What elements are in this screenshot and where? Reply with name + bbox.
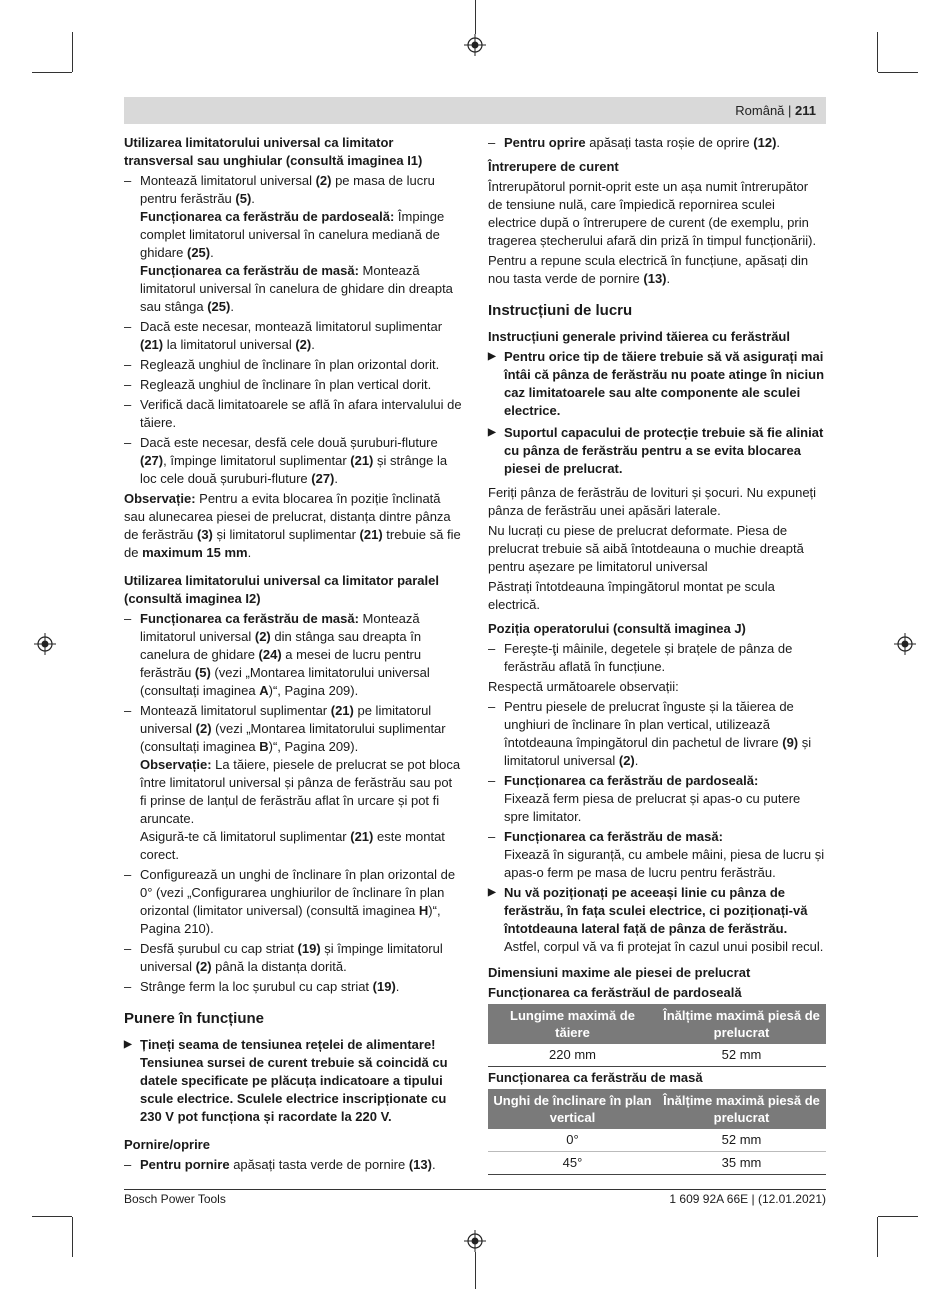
list-item: – Funcționarea ca ferăstrău de pardoseală: Fixează ferm piesa de prelucrat și apas-o cu putere spre limitator. — [488, 773, 801, 824]
section-title: Pornire/oprire — [124, 1137, 210, 1152]
list-item: – Pentru piesele de prelucrat înguste și la tăierea de unghiuri de înclinare în plan vertical, utilizează întotdeauna împingătorul din pachetul de livrare (9) și limitatorul universal (2). — [488, 699, 812, 768]
table-cell: 220 mm — [488, 1044, 657, 1067]
table-cell: 52 mm — [657, 1044, 826, 1067]
paragraph: Nu lucrați cu piese de prelucrat deformate. Piesa de prelucrat trebuie să aibă întotdeauna o muchie dreaptă pentru așezare pe limitatorul universal — [488, 523, 804, 574]
crop-mark — [877, 32, 878, 72]
warning-item: ▶ Pentru orice tip de tăiere trebuie să vă asigurați mai întâi că pânza de ferăstrău nu poate atinge în niciun caz limitatoarele sau alte componente ale sculei electrice. — [488, 349, 825, 418]
table-header: Lungime maximă de tăiere — [488, 1004, 657, 1044]
floor-saw-table — [488, 1004, 826, 1067]
table-saw-table — [488, 1089, 826, 1175]
section-title: Utilizarea limitatorului universal ca limitator transversal sau unghiular (consultă imaginea I1) — [124, 135, 423, 168]
table-header: Unghi de înclinare în plan vertical — [488, 1089, 657, 1129]
list-item: – Fereşte-ţi mâinile, degetele și brațele de pânza de ferăstrău aflată în funcțiune. — [488, 641, 793, 674]
paragraph: Respectă următoarele observații: — [488, 679, 679, 694]
table-header: Înălțime maximă piesă de prelucrat — [657, 1004, 826, 1044]
crop-mark — [878, 1216, 918, 1217]
list-item: – Configurează un unghi de înclinare în plan orizontal de 0° (vezi „Configurarea unghiurilor de înclinare în plan orizontal (limitator universal) (consultă imaginea H)“, Pagina 210). — [124, 867, 456, 936]
list-item: – Reglează unghiul de înclinare în plan vertical dorit. — [124, 377, 432, 392]
right-column — [488, 134, 826, 1177]
paragraph: Pentru a repune scula electrică în funcțiune, apăsați din nou tasta verde de pornire (13). — [488, 253, 809, 286]
table-header: Înălțime maximă piesă de prelucrat — [657, 1089, 826, 1129]
table-row — [488, 1129, 826, 1152]
warning-item: ▶ Suportul capacului de protecție trebuie să fie aliniat cu pânza de ferăstrău pentru a se evita blocarea piesei de prelucrat. — [488, 425, 824, 476]
crop-mark — [32, 1216, 72, 1217]
list-item: – Verifică dacă limitatoarele se află în afara intervalului de tăiere. — [124, 397, 462, 430]
list-item: – Dacă este necesar, montează limitatorul suplimentar (21) la limitatorul universal (2). — [124, 319, 443, 352]
table-row — [488, 1044, 826, 1067]
section-title: Utilizarea limitatorului universal ca limitator paralel (consultă imaginea I2) — [124, 573, 439, 606]
header-language: Română — [735, 103, 785, 118]
registration-mark-icon — [894, 633, 916, 655]
list-item: – Pentru pornire apăsați tasta verde de pornire (13). — [124, 1157, 436, 1172]
crop-mark — [32, 72, 72, 73]
list-item: – Funcționarea ca ferăstrău de masă: Montează limitatorul universal (2) din stânga sau dreapta în canelura de ghidare (24) a mesei de lucru pentru ferăstrău (5) (vezi „Montarea limitatorului universal (consultați imaginea A)“, Pagina 209). — [124, 611, 430, 698]
list-item: – Strânge ferm la loc șurubul cu cap striat (19). — [124, 979, 400, 994]
paragraph: Feriți pânza de ferăstrău de lovituri și șocuri. Nu expuneți pânza de ferăstrău unei apăsări laterale. — [488, 485, 817, 518]
list-item: – Montează limitatorul universal (2) pe masa de lucru pentru ferăstrău (5). Funcționarea ca ferăstrău de pardoseală: Împinge complet limitatorul universal în canelura mediană de ghidare (25). Funcționarea ca ferăstrău de masă: Montează limitatorul universal în canelura de ghidare din dreapta sau stânga (25). — [124, 173, 453, 314]
registration-mark-icon — [464, 34, 486, 56]
list-item: – Reglează unghiul de înclinare în plan orizontal dorit. — [124, 357, 440, 372]
footer-doc-id: 1 609 92A 66E | (12.01.2021) — [669, 1192, 826, 1206]
section-title: Dimensiuni maxime ale piesei de prelucrat — [488, 965, 751, 980]
warning-item: ▶ Nu vă poziționați pe aceeași linie cu pânza de ferăstrău, în fața sculei electrice, ci poziționați-vă întotdeauna lateral față de pânza de ferăstrău. Astfel, corpul vă va fi protejat în cazul unui posibil recul. — [488, 885, 824, 954]
table-caption: Funcționarea ca ferăstrăul de pardoseală — [488, 985, 742, 1000]
list-item: – Desfă șurubul cu cap striat (19) și împinge limitatorul universal (2) până la distanța dorită. — [124, 941, 443, 974]
left-column — [124, 134, 462, 1176]
section-title: Instrucțiuni generale privind tăierea cu ferăstrăul — [488, 329, 790, 344]
crop-mark — [878, 72, 918, 73]
crop-mark — [877, 1217, 878, 1257]
list-item: – Pentru oprire apăsați tasta roșie de oprire (12). — [488, 135, 781, 150]
crop-mark — [475, 0, 476, 34]
table-cell: 0° — [488, 1129, 657, 1152]
list-item: – Funcționarea ca ferăstrău de masă: Fixează în siguranță, cu ambele mâini, piesa de lucru și apas-o ferm pe masa de lucru pentru ferăstrău. — [488, 829, 825, 880]
warning-item: ▶ Țineți seama de tensiunea rețelei de alimentare! Tensiunea sursei de curent trebuie să coincidă cu datele specificate pe plăcuța indicatoare a tipului scule electrice. Sculele electrice inscripționate cu 230 V pot funcționa și racordate la 220 V. — [124, 1037, 448, 1124]
header-label: Română | 211 — [735, 103, 816, 118]
table-caption: Funcționarea ca ferăstrău de masă — [488, 1070, 703, 1085]
registration-mark-icon — [34, 633, 56, 655]
crop-mark — [475, 1252, 476, 1289]
list-item: – Dacă este necesar, desfă cele două șuruburi-fluture (27), împinge limitatorul suplimentar (21) și strânge la loc cele două șuruburi-fluture (27). — [124, 435, 448, 486]
section-heading: Punere în funcțiune — [124, 1010, 265, 1027]
section-title: Poziția operatorului (consultă imaginea J) — [488, 621, 746, 636]
page-number: 211 — [795, 103, 816, 118]
table-cell: 45° — [488, 1152, 657, 1175]
table-cell: 35 mm — [657, 1152, 826, 1175]
footer-brand: Bosch Power Tools — [124, 1192, 226, 1206]
table-cell: 52 mm — [657, 1129, 826, 1152]
paragraph: Păstrați întotdeauna împingătorul montat pe scula electrică. — [488, 579, 775, 612]
footer-divider — [124, 1189, 826, 1190]
note-paragraph: Observație: Pentru a evita blocarea în poziție înclinată sau alunecarea piesei de prelucrat, distanța dintre pânza de ferăstrău (3) și limitatorul suplimentar (21) trebuie să fie de maximum 15 mm. — [124, 491, 461, 560]
registration-mark-icon — [464, 1230, 486, 1252]
crop-mark — [72, 1217, 73, 1257]
page-header — [124, 97, 826, 124]
section-title: Întrerupere de curent — [488, 159, 619, 174]
table-row — [488, 1152, 826, 1175]
section-heading: Instrucțiuni de lucru — [488, 302, 633, 319]
paragraph: Întrerupătorul pornit-oprit este un așa numit întrerupător de tensiune nulă, care împiedică repornirea sculei electrice după o întrerupere de curent (de exemplu, prin tragerea ștecherului afară din priză în timpul funcționării). — [488, 179, 817, 248]
list-item: – Montează limitatorul suplimentar (21) pe limitatorul universal (2) (vezi „Montarea limitatorului suplimentar (consultați imaginea B)“, Pagina 209). Observație: La tăiere, piesele de prelucrat se pot bloca între limitatorul universal și pânza de ferăstrău sau pot fi prinse de lanțul de ferăstrău aflat în urcare și pot fi aruncate. Asigură-te că limitatorul suplimentar (21) este montat corect. — [124, 703, 461, 862]
crop-mark — [72, 32, 73, 72]
